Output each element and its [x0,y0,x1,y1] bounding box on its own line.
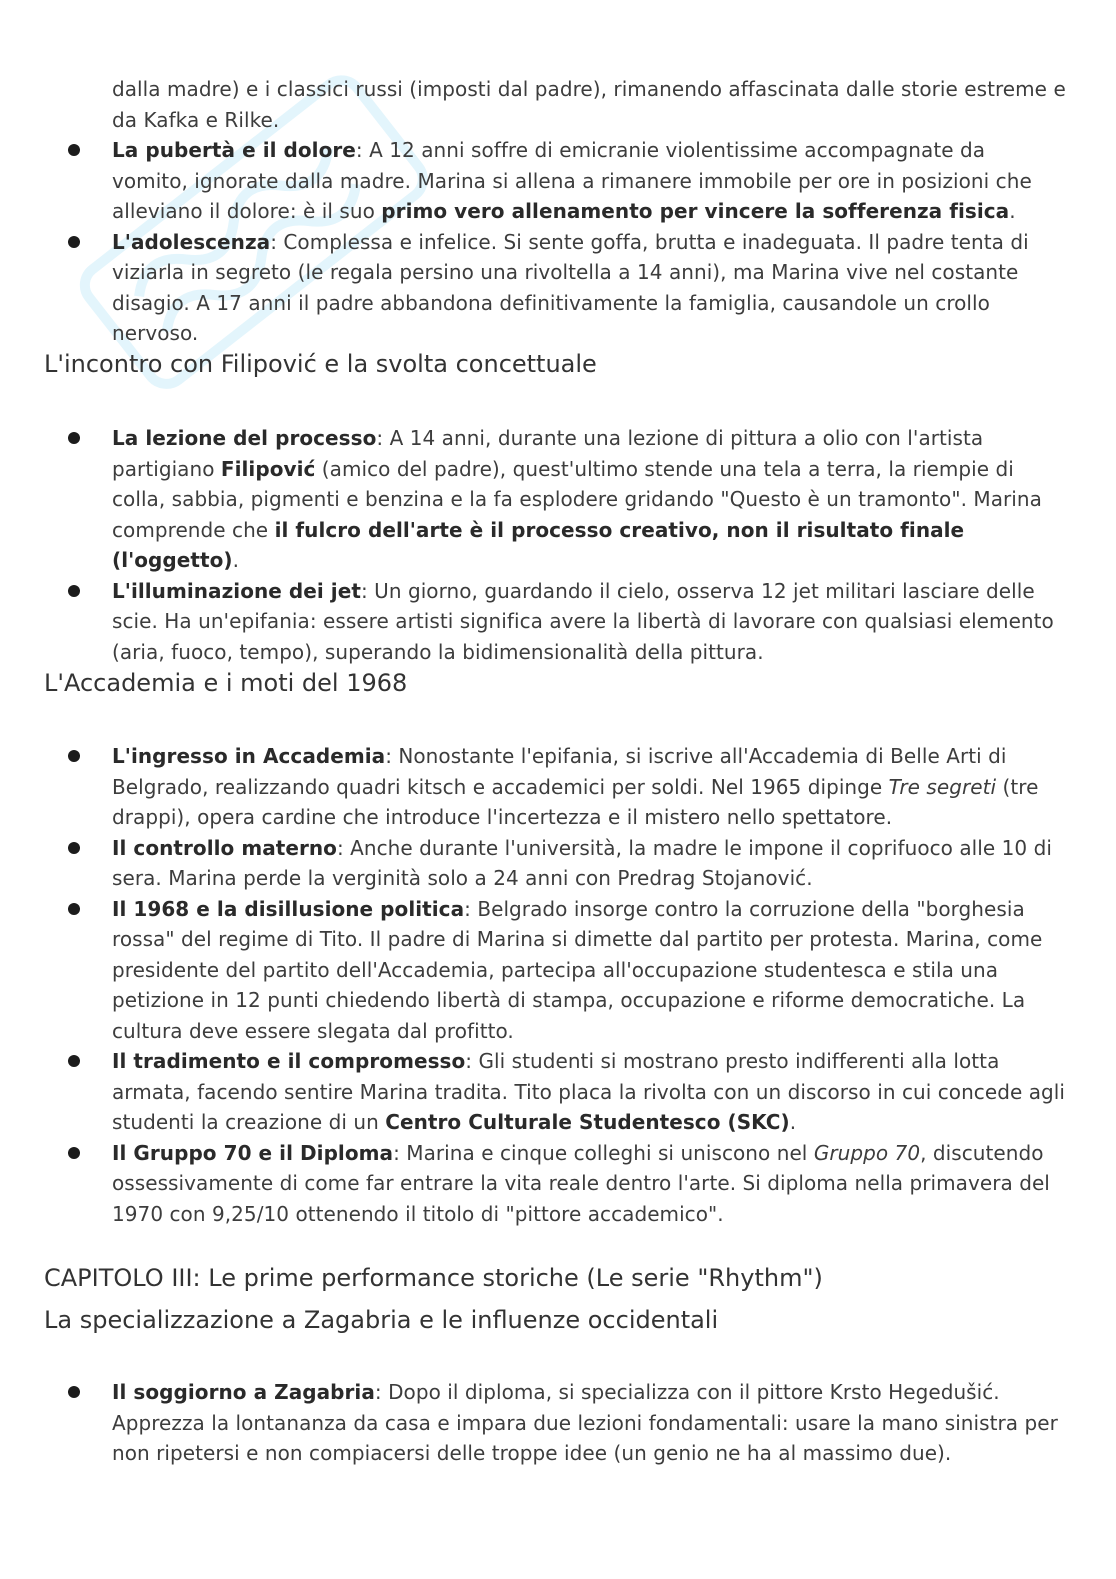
item-text: : Dopo il diploma, si specializza con il pittore Krsto Hegedušić. Apprezza la lontananza da casa e impara due lezioni fondamentali: usare la mano sinistra per non ripetersi e non compiacersi delle troppe idee (un genio ne ha al massimo due). [112,1380,1058,1465]
item-text: (amico del padre), quest'ultimo stende una tela a terra, la riempie di colla, sabbia, pigmenti e benzina e la fa esplodere gridando "Questo è un tramonto". Marina comprende che [112,456,1042,542]
bullet-icon [68,144,80,156]
bullet-icon [68,1386,80,1398]
list-item [0,1377,1116,1469]
section-heading-zagabria: La specializzazione a Zagabria e le influenze occidentali [44,1306,719,1334]
item-text: : Gli studenti si mostrano presto indifferenti alla lotta armata, facendo sentire Marina tradita. Tito placa la rivolta con un discorso in cui concede agli studenti la creazione di un [112,1049,1065,1134]
section-heading-filipovic: L'incontro con Filipović e la svolta concettuale [44,350,597,378]
item-title: Il tradimento e il compromesso [112,1049,466,1073]
list-item [0,1046,1116,1138]
bullet-list-zagabria [0,1377,1116,1469]
bullet-list-childhood [0,135,1116,349]
item-text: (tre drappi), opera cardine che introduce l'incertezza e il mistero nello spettatore. [112,774,1039,829]
bullet-icon [68,236,80,248]
list-item [0,1138,1116,1230]
list-item [0,423,1116,576]
item-text: : A 12 anni soffre di emicranie violentissime accompagnate da vomito, ignorate dalla madre. Marina si allena a rimanere immobile per ore in posizioni che alleviano il dolore: è il suo [112,138,1032,223]
item-text: : Marina e cinque colleghi si uniscono nel [393,1140,814,1165]
item-text: : A 14 anni, durante una lezione di pittura a olio con l'artista partigiano [112,426,984,481]
list-item [0,135,1116,227]
bullet-icon [68,585,80,597]
item-bold: Centro Culturale Studentesco (SKC) [385,1110,790,1134]
item-title: La pubertà e il dolore [112,138,356,162]
item-text: : Belgrado insorge contro la corruzione della "borghesia rossa" del regime di Tito. Il padre di Marina si dimette dal partito per protesta. Marina, come presidente del partito dell'Accademia, partecipa all'occupazione studentesca e stila una petizione in 12 punti chiedendo libertà di stampa, occupazione e riforme democratiche. La cultura deve essere slegata dal profitto. [112,896,1043,1043]
item-title: L'ingresso in Accademia [112,744,386,768]
item-title: L'illuminazione dei jet [112,578,361,603]
item-text: : Nonostante l'epifania, si iscrive all'Accademia di Belle Arti di Belgrado, realizzando quadri kitsch e accademici per soldi. Nel 1965 dipinge [112,744,1007,799]
bullet-icon [68,432,80,444]
bullet-icon [68,1055,80,1067]
item-text: . [1009,199,1016,223]
item-italic: Gruppo 70 [813,1140,921,1165]
item-title: L'adolescenza [112,229,271,254]
item-text: . [789,1110,797,1134]
item-title: Il soggiorno a Zagabria [112,1380,375,1404]
item-text: : Complessa e infelice. Si sente goffa, brutta e inadeguata. Il padre tenta di viziarla in segreto (le regala persino una rivoltella a 14 anni), ma Marina vive nel costante disagio. A 17 anni il padre abbandona definitivamente la famiglia, causandole un crollo nervoso. [112,229,1029,345]
item-italic: Tre segreti [888,774,997,799]
chapter-title: CAPITOLO III: Le prime performance storiche (Le serie "Rhythm") [44,1264,823,1292]
bullet-icon [68,903,80,915]
list-item [0,741,1116,833]
item-title: Il controllo materno [112,835,337,860]
item-title: Il 1968 e la disillusione politica [112,896,465,921]
item-title: La lezione del processo [112,426,377,450]
item-bold: il fulcro dell'arte è il processo creativo, non il risultato finale (l'oggetto) [112,517,965,572]
bullet-icon [68,842,80,854]
item-text: . [232,548,240,572]
item-text: , discutendo ossessivamente di come far entrare la vita reale dentro l'arte. Si diploma nella primavera del 1970 con 9,25/10 ottenendo il titolo di "pittore accademico". [112,1140,1050,1226]
list-item [0,576,1116,668]
continuation-paragraph: dalla madre) e i classici russi (imposti dal padre), rimanendo affascinata dalle storie estreme e da Kafka e Rilke. [112,77,1066,132]
item-bold: Filipović [220,456,316,481]
section-heading-accademia: L'Accademia e i moti del 1968 [44,669,408,697]
bullet-list-accademia [0,741,1116,1229]
list-item [0,894,1116,1047]
item-text: : Anche durante l'università, la madre le impone il coprifuoco alle 10 di sera. Marina perde la verginità solo a 24 anni con Predrag Stojanović. [112,835,1052,890]
bullet-icon [68,1147,80,1159]
item-text: : Un giorno, guardando il cielo, osserva 12 jet militari lasciare delle scie. Ha un'epifania: essere artisti significa avere la libertà di lavorare con qualsiasi elemento (aria, fuoco, tempo), superando la bidimensionalità della pittura. [112,578,1054,664]
bullet-icon [68,750,80,762]
list-item [0,833,1116,894]
list-item [0,227,1116,349]
item-title: Il Gruppo 70 e il Diploma [112,1140,394,1165]
bullet-list-filipovic [0,423,1116,667]
item-bold: primo vero allenamento per vincere la sofferenza fisica [381,199,1010,223]
